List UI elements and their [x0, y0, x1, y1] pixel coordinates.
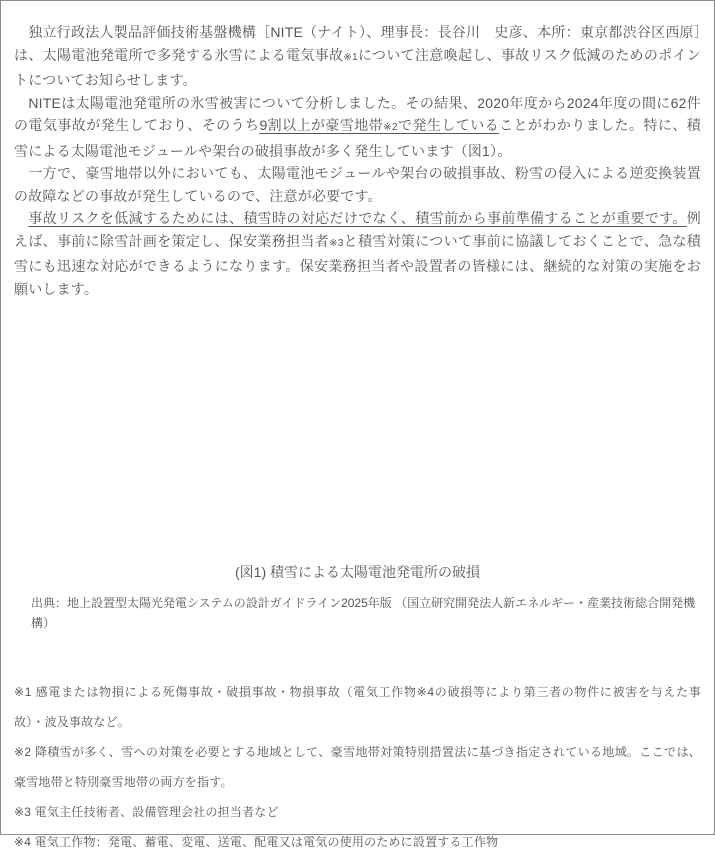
footnote-4: ※4 電気工作物：発電、蓄電、変電、送電、配電又は電気の使用のために設置する工作物 [14, 835, 499, 849]
footnotes [1, 677, 714, 857]
figure1-image-placeholder [1, 316, 714, 561]
paragraph-analysis [14, 92, 701, 163]
text-segment: ※1 [343, 51, 358, 63]
text-segment: で発生している [397, 117, 500, 133]
text-segment: NITEは太陽電池発電所の氷雪被害について分析しました。その結果、2020年度から2024年度の間に62件の電気事故が発生しており、そのうち [14, 94, 701, 133]
figure1-source: 出典：地上設置型太陽光発電システムの設計ガイドライン2025年版 （国立研究開発法人新エネルギー・産業技術総合開発機構） [31, 596, 696, 630]
text-segment: ※2 [383, 122, 398, 133]
figure1 [1, 316, 714, 633]
text-segment: ことがわかりました。特に、積雪による太陽電池モジュールや架台の破損事故が多く発生しています（図1）。 [14, 117, 701, 159]
footnote-3: ※3 電気主任技術者、設備管理会社の担当者など [14, 805, 279, 819]
text-segment: と積雪対策について事前に協議しておくことで、急な積雪にも迅速な対応ができるようになります。保安業務担当者や設置者の皆様には、継続的な対策の実施をお願いします。 [14, 232, 701, 297]
text-segment: について注意喚起し、事故リスク低減のためのポイントについてお知らせします。 [14, 46, 701, 88]
paragraph-intro [14, 21, 701, 92]
text-segment: 一方で、豪雪地帯以外においても、太陽電池モジュールや架台の破損事故、粉雪の侵入による逆変換装置の故障などの事故が発生しているので、注意が必要です。 [14, 165, 701, 204]
paragraph-caution [14, 162, 701, 207]
text-segment: 事故リスクを低減するためには、積雪時の対応だけでなく、積雪前から事前準備することが重要です。 [28, 210, 687, 226]
footnote-2: ※2 降積雪が多く、雪への対策を必要とする地域として、豪雪地帯対策特別措置法に基づき指定されている地域。ここでは、豪雪地帯と特別豪雪地帯の両方を指す。 [14, 745, 701, 789]
text-segment: 独立行政法人製品評価技術基盤機構［NITE（ナイト）、理事長：長谷川 史彦、本所：東京都渋谷区西原］は、太陽電池発電所で多発する氷雪による電気事故 [14, 24, 701, 63]
text-segment: 9割以上が豪雪地帯 [259, 117, 384, 133]
text-segment: 例えば、事前に除雪計画を策定し、保安業務担当者 [14, 210, 701, 249]
text-segment: ※3 [329, 237, 344, 249]
body-text [1, 1, 714, 316]
text-segment [14, 210, 28, 226]
paragraph-risk-reduction [14, 207, 701, 300]
footnote-1: ※1 感電または物損による死傷事故・破損事故・物損事故（電気工作物※4の破損等により第三者の物件に被害を与えた事故）・波及事故など。 [14, 685, 701, 729]
figure1-caption: (図1) 積雪による太陽電池発電所の破損 [235, 564, 480, 580]
